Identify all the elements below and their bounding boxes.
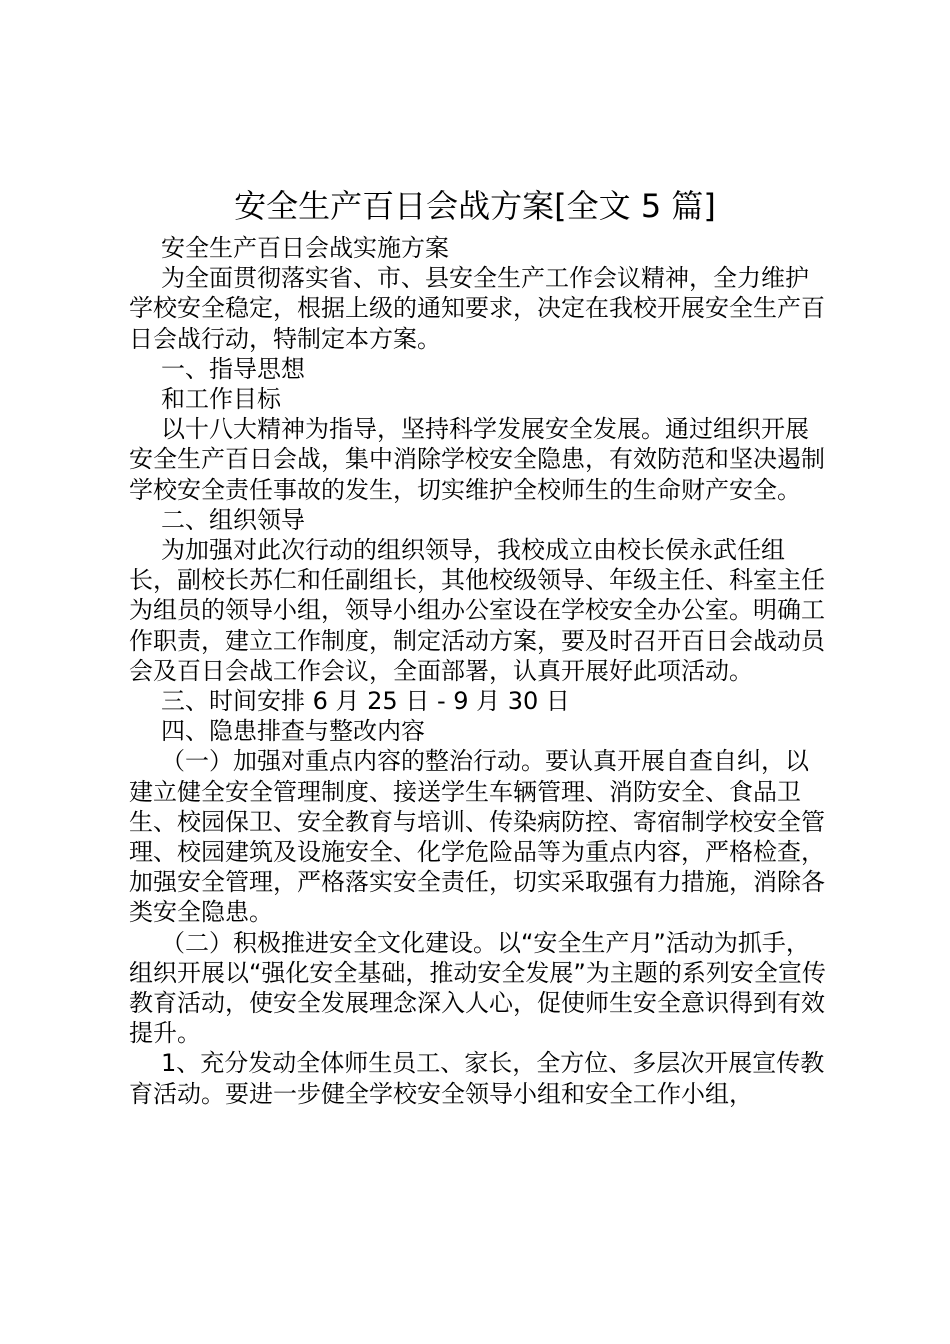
paragraph-inspection-1: （一）加强对重点内容的整治行动。要认真开展自查自纠，以建立健全安全管理制度、接送学生车辆管理、消防安全、食品卫生、校园保卫、安全教育与培训、传染病防控、寄宿制学校安全管理、校园建筑及设施安全、化学危险品等为重点内容，严格检查，加强安全管理，严格落实安全责任，切实采取强有力措施，消除各类安全隐患。 (129, 747, 825, 927)
paragraph-guiding-thought: 以十八大精神为指导，坚持科学发展安全发展。通过组织开展安全生产百日会战，集中消除学校安全隐患，有效防范和坚决遏制学校安全责任事故的发生，切实维护全校师生的生命财产安全。 (129, 415, 825, 504)
section-heading-work-goals: 和工作目标 (161, 385, 281, 414)
section-heading-inspection: 四、隐患排查与整改内容 (161, 717, 425, 746)
paragraph-intro: 为全面贯彻落实省、市、县安全生产工作会议精神，全力维护学校安全稳定，根据上级的通知要求，决定在我校开展安全生产百日会战行动，特制定本方案。 (129, 264, 825, 353)
section-heading-schedule: 三、时间安排 6 月 25 日 - 9 月 30 日 (161, 687, 570, 716)
document-title: 安全生产百日会战方案[全文 5 篇] (234, 187, 716, 225)
paragraph-plan-heading: 安全生产百日会战实施方案 (161, 234, 449, 262)
section-heading-guiding-thought: 一、指导思想 (161, 354, 305, 383)
paragraph-inspection-2: （二）积极推进安全文化建设。以“安全生产月”活动为抓手，组织开展以“强化安全基础，推动安全发展”为主题的系列安全宣传教育活动，使安全发展理念深入人心，促使师生安全意识得到有效提升。 (129, 928, 826, 1048)
paragraph-item-1: 1、充分发动全体师生员工、家长，全方位、多层次开展宣传教育活动。要进一步健全学校安全领导小组和安全工作小组， (129, 1049, 825, 1108)
section-heading-leadership: 二、组织领导 (161, 505, 305, 534)
document-body (129, 233, 829, 1109)
paragraph-leadership: 为加强对此次行动的组织领导，我校成立由校长侯永武任组长，副校长苏仁和任副组长，其他校级领导、年级主任、科室主任为组员的领导小组，领导小组办公室设在学校安全办公室。明确工作职责，建立工作制度，制定活动方案，要及时召开百日会战动员会及百日会战工作会议，全面部署，认真开展好此项活动。 (129, 536, 825, 685)
